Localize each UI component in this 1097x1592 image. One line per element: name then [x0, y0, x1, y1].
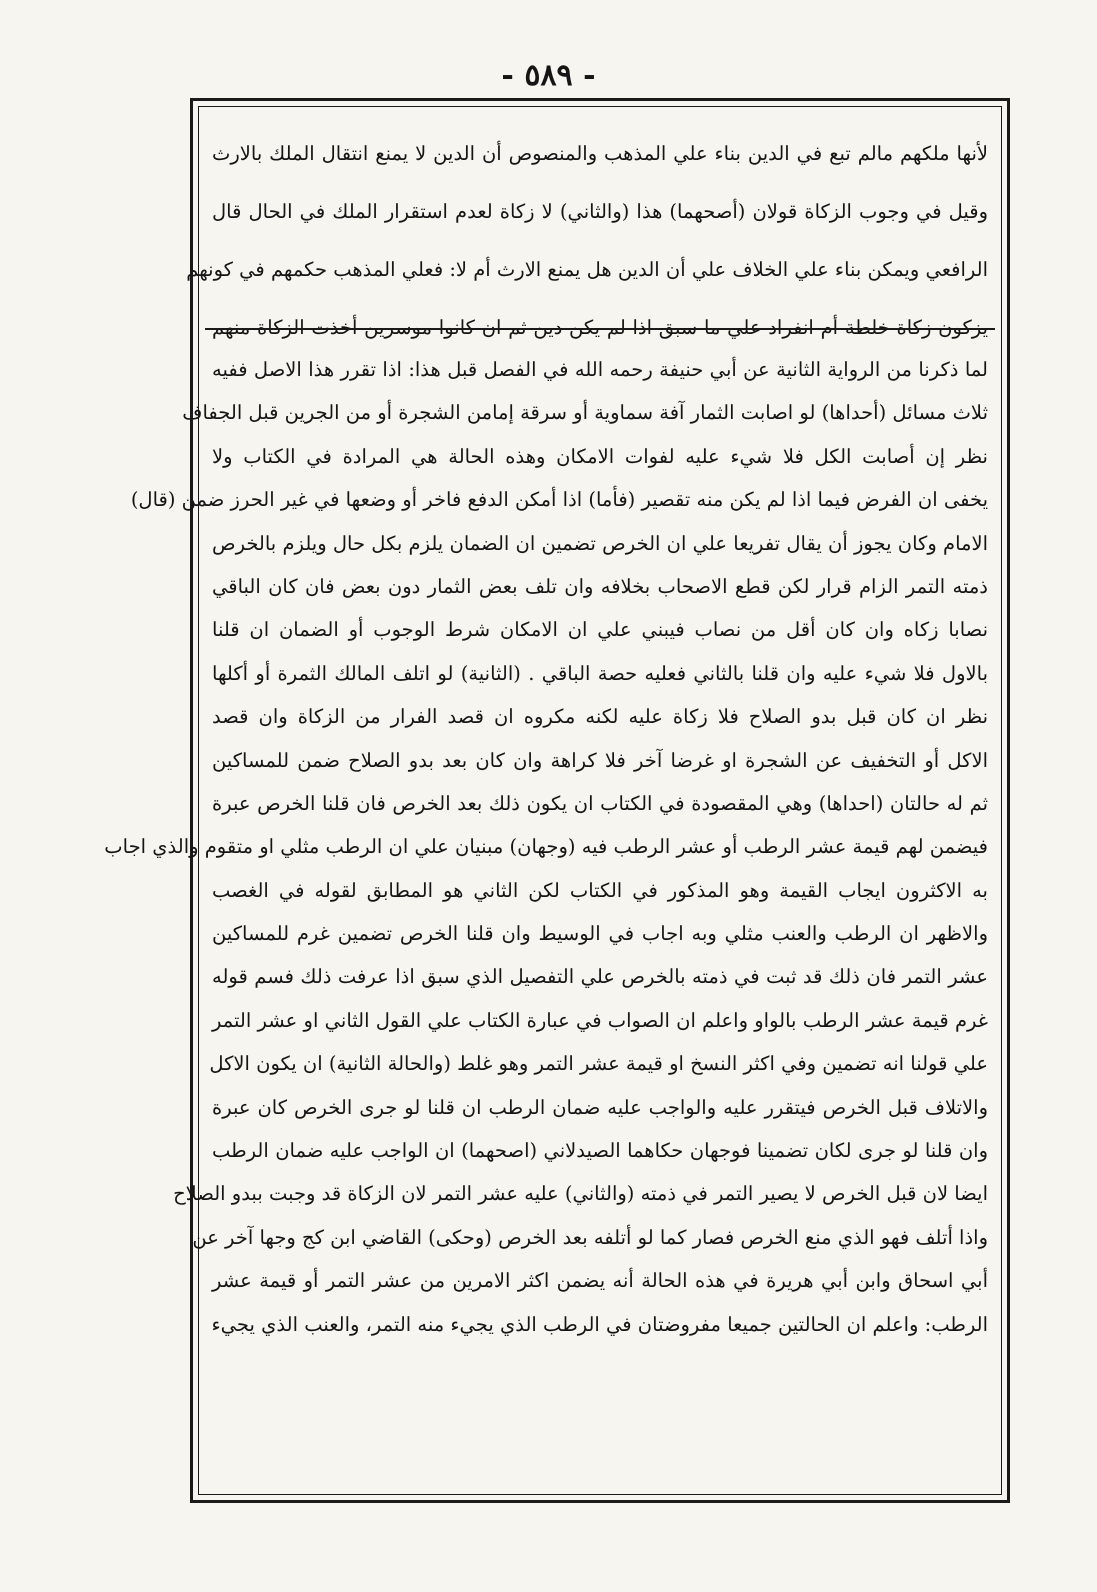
text-line: نظر إن أصابت الكل فلا شيء عليه لفوات الامكان وهذه الحالة هي المرادة في الكتاب ولا: [212, 444, 988, 468]
text-line: ثلاث مسائل (أحداها) لو اصابت الثمار آفة سماوية أو سرقة إمامن الشجرة أو من الجرين قبل الجفاف: [182, 401, 988, 425]
text-line: ثم له حالتان (احداها) وهي المقصودة في الكتاب ان يكون ذلك بعد الخرص فان قلنا الخرص عبرة: [212, 791, 988, 815]
text-line: ذمته التمر الزام قرار لكن قطع الاصحاب بخلافه وان تلف بعض الثمار دون بعض فان كان الباقي: [212, 574, 988, 598]
text-line: يزكون زكاة خلطة أم انفراد علي ما سبق اذا لم يكن دين ثم ان كانوا موسرين أخذت الزكاة منهم: [212, 316, 988, 339]
page-number: - ٥٨٩ -: [501, 58, 596, 93]
text-line: الرافعي ويمكن بناء علي الخلاف علي أن الدين هل يمنع الارث أم لا: فعلي المذهب حكمهم في كونهم: [186, 258, 988, 281]
text-line: فيضمن لهم قيمة عشر الرطب أو عشر الرطب فيه (وجهان) مبنيان علي ان الرطب مثلي او متقوم والذي اجاب: [104, 835, 988, 859]
text-line: الامام وكان يجوز أن يقال تفريعا علي ان الخرص تضمين ان الضمان يلزم بكل حال ويلزم بالخرص: [212, 531, 988, 555]
text-line: الاكل أو التخفيف عن الشجرة او غرضا آخر فلا كراهة وان كان بعد بدو الصلاح ضمن للمساكين: [212, 748, 988, 772]
text-line: وان قلنا لو جرى لكان تضمينا فوجهان حكاهما الصيدلاني (اصحهما) ان الواجب عليه ضمان الرطب: [212, 1139, 988, 1163]
upper-text-section: [186, 125, 988, 357]
text-line: يخفى ان الفرض فيما اذا لم يكن منه تقصير (فأما) اذا أمكن الدفع فاخر أو وضعها في غير الحرز ضمن (قال): [130, 488, 988, 512]
text-line: به الاكثرون ايجاب القيمة وهو المذكور في الكتاب لكن الثاني هو المطابق لقوله في الغصب: [212, 878, 988, 902]
text-line: لأنها ملكهم مالم تبع في الدين بناء علي المذهب والمنصوص أن الدين لا يمنع انتقال الملك بالارث: [212, 142, 988, 165]
text-line: لما ذكرنا من الرواية الثانية عن أبي حنيفة رحمه الله في الفصل قبل هذا: اذا تقرر هذا الاصل ففيه: [212, 358, 988, 381]
text-line: واذا أتلف فهو الذي منع الخرص فصار كما لو أتلفه بعد الخرص (وحكى) القاضي ابن كج وجها آخر عن: [192, 1225, 988, 1249]
text-line: وقيل في وجوب الزكاة قولان (أصحهما) هذا (والثاني) لا زكاة لعدم استقرار الملك في الحال قال: [212, 200, 988, 223]
text-line: بالاول فلا شيء عليه وان قلنا بالثاني فعليه حصة الباقي . (الثانية) لو اتلف المالك الثمرة أو أكلها: [212, 661, 988, 685]
text-line: عشر التمر فان ذلك قد ثبت في ذمته بالخرص علي التفصيل الذي سبق اذا عرفت ذلك فسم قوله: [212, 965, 988, 989]
text-line: غرم قيمة عشر الرطب بالواو واعلم ان الصواب في عبارة الكتاب علي القول الثاني او عشر التمر: [212, 1008, 988, 1032]
lower-text-section: [104, 348, 988, 1346]
text-line: علي قولنا انه تضمين وفي اكثر النسخ او قيمة عشر التمر وهو غلط (والحالة الثانية) ان يكون الاكل: [209, 1052, 988, 1076]
text-line: نظر ان كان قبل بدو الصلاح فلا زكاة عليه لكنه مكروه ان قصد الفرار من الزكاة وان قصد: [212, 705, 988, 729]
text-line: أبي اسحاق وابن أبي هريرة في هذه الحالة أنه يضمن اكثر الامرين من عشر التمر أو قيمة عشر: [212, 1269, 988, 1293]
text-line: الرطب: واعلم ان الحالتين جميعا مفروضتان في الرطب الذي يجيء منه التمر، والعنب الذي يجيء: [211, 1312, 988, 1336]
section-divider: [205, 328, 995, 330]
text-line: نصابا زكاه وان كان أقل من نصاب فيبني علي ان الامكان شرط الوجوب أو الضمان ان قلنا: [212, 618, 988, 642]
text-line: ايضا لان قبل الخرص لا يصير التمر في ذمته (والثاني) عليه عشر التمر لان الزكاة قد وجبت ببدو الصلاح: [173, 1182, 988, 1206]
text-line: والاظهر ان الرطب والعنب مثلي وبه اجاب في الوسيط وان قلنا الخرص تضمين غرم للمساكين: [212, 922, 988, 946]
text-line: والاتلاف قبل الخرص فيتقرر عليه والواجب عليه ضمان الرطب ان قلنا لو جرى الخرص كان عبرة: [212, 1095, 988, 1119]
